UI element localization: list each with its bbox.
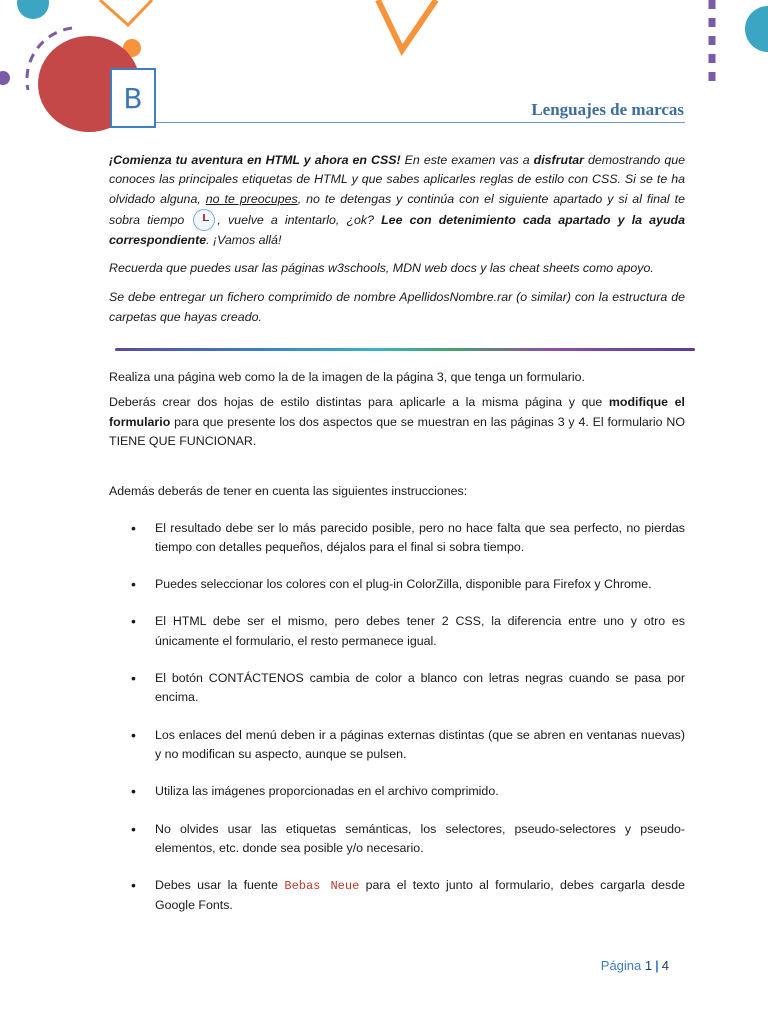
orange-v-shape [378,0,436,50]
orange-chevron-left [100,0,152,25]
header-rule [156,122,685,123]
intro-underline: no te preocupes [205,191,298,206]
footer-separator: | [655,958,659,973]
task-line-2-c: para que presente los dos aspectos que se muestran en las páginas 3 y 4. El formulario NO TIENE QUE FUNCIONAR. [109,414,685,448]
task-line-2 [109,393,685,451]
intro-text-1: En este examen vas a [400,153,534,167]
instruction-list [109,519,685,916]
task-line-2-bold: modifique el formulario [109,395,685,429]
teal-dot-topleft [17,0,49,19]
list-item: • Utiliza las imágenes proporcionadas en el archivo comprimido. [109,782,685,801]
list-item-font [109,876,685,916]
clock-icon [193,209,215,231]
header-title: Lenguajes de marcas [531,100,684,119]
intro-headline: ¡Comienza tu aventura en HTML y ahora en CSS! [109,153,401,167]
list-item: • Puedes seleccionar los colores con el plug-in ColorZilla, disponible para Firefox y Chrome. [109,575,685,594]
task-line-3: Además deberás de tener en cuenta las siguientes instrucciones: [109,484,468,499]
task-section [109,368,685,501]
list-item: • El resultado debe ser lo más parecido posible, pero no hace falta que sea perfecto, no pierdas tiempo con detalles pequeños, déjalos para el final si sobra tiempo. [109,519,685,558]
teal-dot-topright [745,6,768,52]
intro-text-4: , vuelve a intentarlo, ¿ok? [217,212,382,227]
badge-letter: B [123,81,143,115]
list-item: • El botón CONTÁCTENOS cambia de color a blanco con letras negras cuando se pasa por encima. [109,669,685,708]
list-item: • No olvides usar las etiquetas semánticas, los selectores, pseudo-selectores y pseudo-elementos, etc. donde sea posible y/o necesario. [109,820,685,859]
intro-resources: Recuerda que puedes usar las páginas w3schools, MDN web docs y las cheat sheets como apoyo. [109,261,654,276]
purple-dot-left [0,71,10,85]
footer-total-pages: 4 [661,958,669,973]
font-text-a: Debes usar la fuente [155,878,285,893]
list-item: • Los enlaces del menú deben ir a páginas externas distintas (que se abren en ventanas nuevas) y no modifican su aspecto, aunque se pulsen. [109,726,685,765]
intro-emphasis-lee: Lee con detenimiento cada apartado y la ayuda correspondiente [109,212,685,247]
list-item: • El HTML debe ser el mismo, pero debes tener 2 CSS, la diferencia entre uno y otro es únicamente el formulario, el resto permanece igual. [109,612,685,651]
font-text-b: para el texto junto al formulario, debes cargarla desde Google Fonts. [155,878,685,913]
page-content [109,151,685,934]
gradient-divider [115,348,695,351]
page-footer [601,958,669,973]
intro-emphasis-disfrutar: disfrutar [533,153,584,167]
intro-text-2: demostrando que conoces las principales etiquetas de HTML y que sabes aplicarles reglas de estilo con CSS. Si se te ha olvidado alguna, [109,153,685,206]
task-line-2-a: Deberás crear dos hojas de estilo distintas para aplicarle a la misma página y que [109,395,609,410]
intro-section [109,151,685,327]
footer-label: Página [600,958,642,973]
intro-delivery: Se debe entregar un fichero comprimido de nombre ApellidosNombre.rar (o similar) con la estructura de carpetas que hayas creado. [109,290,685,324]
font-name: Bebas Neue [284,879,360,894]
intro-text-3: , no te detengas y continúa con el siguiente apartado y si al final te sobra tiempo [109,191,685,227]
intro-paragraph [109,151,685,250]
footer-page-number: 1 [644,958,653,973]
section-badge [110,68,156,128]
task-line-1: Realiza una página web como la de la imagen de la página 3, que tenga un formulario. [109,370,585,385]
intro-text-5: . ¡Vamos allá! [206,232,282,247]
